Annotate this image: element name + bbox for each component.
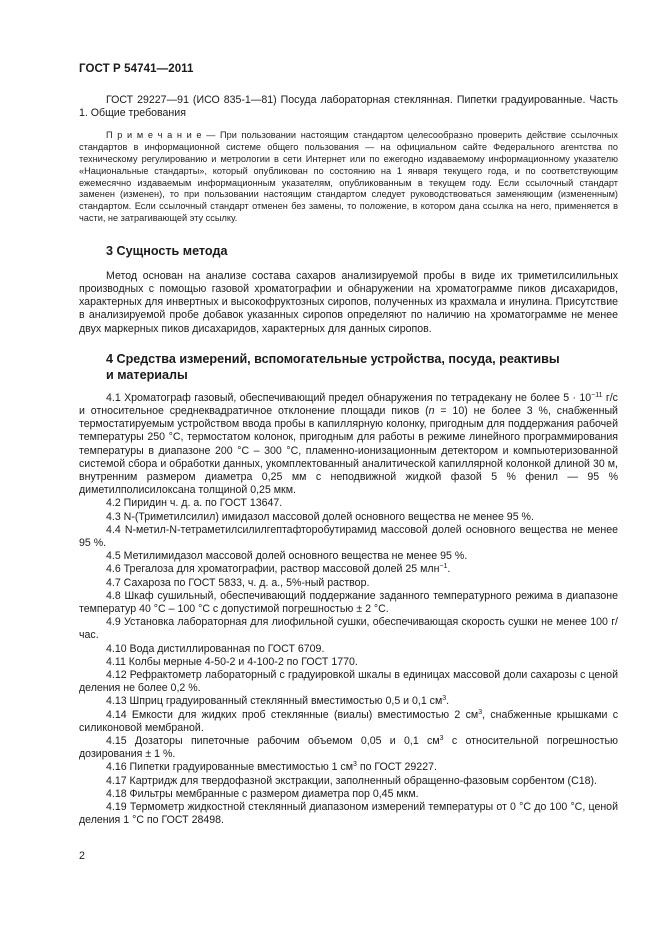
note-paragraph: [79, 130, 618, 224]
item-4-14: [79, 709, 618, 735]
item-4-15-part-a: 4.15 Дозаторы пипеточные рабочим объемом 0,05 и 0,1 см: [106, 735, 440, 748]
item-4-16: [79, 761, 618, 774]
item-4-16-exponent: 3: [353, 761, 357, 769]
note-text: — При пользовании настоящим стандартом целесообразно проверить действие ссылочных стандартов в информационной системе общего пользования — на официальном сайте Федерального агентства по техническому регулированию и метрологии в сети Интернет или по ежегодно издаваемому информационному указателю «Национальные стандарты», который опубликован по состоянию на 1 января текущего года, и по соответствующим ежемесячно издаваемым информационным указателям, опубликованным в текущем году. Если ссылочный стандарт заменен (изменен), то при пользовании настоящим стандартом следует руководствоваться заменяющим (измененным) стандартом. Если ссылочный стандарт отменен без замены, то положение, в котором дана ссылка на него, применяется в части, не затрагивающей эту ссылку.: [79, 130, 618, 223]
item-4-1-n-symbol: n: [428, 405, 435, 417]
item-4-6-part-b: .: [447, 563, 451, 576]
note-label: П р и м е ч а н и е: [106, 130, 202, 141]
item-4-16-part-b: по ГОСТ 29227.: [356, 761, 437, 774]
item-4-15-part-b: с относительной погрешностью дозирования ± 1 %.: [79, 735, 618, 761]
reference-entry: [79, 94, 618, 120]
item-4-6-exponent: −1: [439, 563, 448, 571]
page-content: [79, 94, 618, 828]
item-4-6-part-a: 4.6 Трегалоза для хроматографии, раствор массовой долей 25 млн: [106, 563, 440, 576]
document-header: ГОСТ Р 54741—2011: [79, 63, 194, 75]
section-3-heading: 3 Сущность метода: [106, 243, 228, 258]
item-4-1-part-c: = 10) не более 3 %, снабженный термостатируемым устройством ввода пробы в капиллярную колонку, пригодным для поддержания рабочей температуры 250 °С, термостатом колонок, пригодным для работы в режиме линейного программирования температуры в диапазоне 200 °С – 300 °С, пламенно-ионизационным детектором и компьютеризованной системой сбора и обработки данных, укомплектованный аналитической капиллярной колонкой длиной 30 м, внутренним размером диаметра 0,25 мм с неподвижной жидкой фазой 5 % фенил — 95 % диметилполисилоксана толщиной 0,25 мкм.: [79, 405, 618, 497]
item-4-14-exponent: 3: [478, 708, 483, 716]
item-4-14-part-b: , снабженные крышками с силиконовой мембраной.: [79, 708, 618, 734]
reference-line-1: ГОСТ 29227—91 (ИСО 835-1—81) Посуда лабораторная стеклянная. Пипетки градуированные.: [106, 94, 586, 106]
item-4-19: 4.19 Термометр жидкостной стеклянный диапазоном измерений температуры от 0 °С до 100 °С, ценой деления 1 °С по ГОСТ 28498.: [79, 801, 618, 827]
page-number: 2: [79, 850, 85, 862]
item-4-13-exponent: 3: [442, 695, 447, 703]
item-4-1-part-b: г/с и относительное среднеквадратичное отклонение площади пиков (: [79, 391, 618, 417]
item-4-13-part-b: .: [446, 695, 450, 708]
item-4-8: 4.8 Шкаф сушильный, обеспечивающий поддержание заданного температурного режима в диапазоне температур 40 °С – 100 °С с допустимой погрешностью ± 2 °С.: [79, 589, 618, 616]
section-3-text: Метод основан на анализе состава сахаров анализируемой пробы в виде их триметилсилильных производных с помощью газовой хроматографии и обнаружении на хроматограмме пиков дисахаридов, характерных для инвертных и высокофруктозных сиропов, полученных из крахмала и инулина. Присутствие в анализируемой пробе добавок указанных сиропов определяют по наличию на хроматограмме не менее двух маркерных пиков дисахаридов, характерных для данных сиропов.: [79, 269, 618, 335]
item-4-1: [79, 392, 618, 498]
item-4-3: 4.3 N-(Триметилсилил) имидазол массовой долей основного вещества не менее 95 %.: [106, 510, 534, 523]
item-4-6: [79, 563, 618, 576]
item-4-4: 4.4 N-метил-N-тетраметилсилилгептафторобутирамид массовой долей основного вещества не менее 95 %.: [79, 523, 618, 550]
item-4-17: 4.17 Картридж для твердофазной экстракции, заполненный обращенно-фазовым сорбентом (С18).: [106, 774, 597, 787]
item-4-13-part-a: 4.13 Шприц градуированный стеклянный вместимостью 0,5 и 0,1 см: [106, 695, 443, 708]
item-4-15: [79, 735, 618, 761]
item-4-9: 4.9 Установка лабораторная для лиофильной сушки, обеспечивающая скорость сушки не менее 100 г/час.: [79, 616, 618, 642]
item-4-2: 4.2 Пиридин ч. д. а. по ГОСТ 13647.: [106, 497, 283, 510]
item-4-7: 4.7 Сахароза по ГОСТ 5833, ч. д. а., 5%-ный раствор.: [106, 576, 370, 589]
item-4-1-part-a: 4.1 Хроматограф газовый, обеспечивающий предел обнаружения по тетрадекану не более 5 · 10: [106, 391, 592, 404]
item-4-10: 4.10 Вода дистиллированная по ГОСТ 6709.: [106, 642, 325, 655]
section-4-heading: [79, 351, 618, 383]
item-4-12: 4.12 Рефрактометр лабораторный с градуировкой шкалы в единицах массовой доли сахарозы с ценой деления не более 0,2 %.: [79, 669, 618, 695]
item-4-5: 4.5 Метилимидазол массовой долей основного вещества не менее 95 %.: [106, 550, 468, 563]
section-4-title-line-2: и материалы: [106, 367, 188, 382]
item-4-16-part-a: 4.16 Пипетки градуированные вместимостью 1 см: [106, 761, 353, 774]
item-4-18: 4.18 Фильтры мембранные с размером диаметра пор 0,45 мкм.: [106, 787, 419, 800]
item-4-14-part-a: 4.14 Емкости для жидких проб стеклянные (виалы) вместимостью 2 см: [106, 708, 479, 721]
item-4-15-exponent: 3: [439, 735, 444, 743]
reference-line-2: Часть 1. Общие требования: [79, 94, 618, 120]
item-4-11: 4.11 Колбы мерные 4-50-2 и 4-100-2 по ГОСТ 1770.: [106, 655, 358, 668]
section-4-title-line-1: Средства измерений, вспомогательные устройства, посуда, реактивы: [116, 351, 560, 366]
section-4-number: 4: [106, 351, 114, 366]
item-4-1-exponent: −11: [591, 391, 603, 399]
item-4-13: [79, 695, 618, 708]
